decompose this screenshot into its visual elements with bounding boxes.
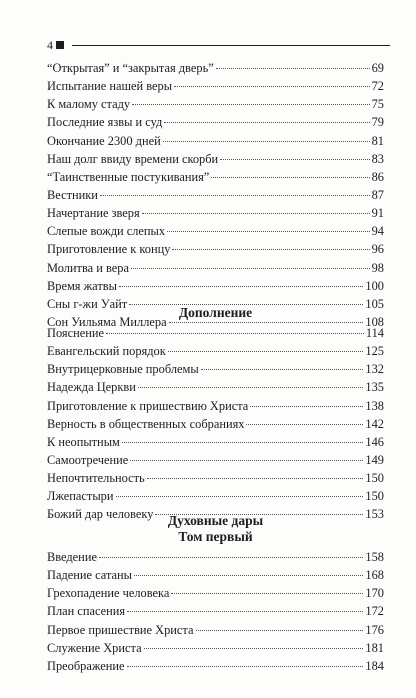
toc-entry-title: Слепые вожди слепых [47,224,166,239]
square-marker-icon [56,41,64,49]
dot-leader [132,104,370,105]
dot-leader [122,442,364,443]
dot-leader [216,68,370,69]
toc-entry [47,95,384,113]
toc-entry-title: Падение сатаны [47,568,132,583]
toc-entry [47,222,384,240]
toc-entry-page: 150 [365,471,384,486]
toc-entry-page: 75 [371,97,384,112]
dot-leader [168,351,364,352]
dot-leader [196,630,364,631]
toc-entry-title: Пояснение [47,326,104,340]
toc-entry-title: Первое пришествие Христа [47,622,194,637]
dot-leader [138,387,364,388]
toc-entry-page: 150 [365,489,384,504]
toc-entry-page: 87 [371,187,384,202]
dot-leader [250,406,363,407]
dot-leader [119,286,363,287]
toc-part-3 [47,548,384,675]
toc-entry-title: Время жатвы [47,278,117,293]
dot-leader [131,268,370,269]
toc-entry-title: “Открытая” и “закрытая дверь” [47,61,214,75]
dot-leader [174,86,370,87]
dot-leader [172,249,369,250]
toc-entry-page: 168 [365,568,384,583]
toc-entry-page: 91 [371,206,384,221]
page-number: 4 [47,37,53,52]
section-heading-spiritual-gifts: Духовные дары [167,513,264,528]
toc-entry [47,621,384,639]
toc-entry [47,639,384,657]
toc-entry-title: Непочтительность [47,471,145,486]
toc-entry [47,259,384,277]
toc-entry [47,240,384,258]
dot-leader [134,575,363,576]
toc-entry-title: Служение Христа [47,640,142,655]
toc-entry-page: 135 [365,380,384,395]
dot-leader [142,213,370,214]
toc-entry [47,451,384,469]
toc-entry-title: Божий дар человеку [47,507,154,522]
toc-entry-page: 181 [365,640,384,655]
toc-entry-title: Окончание 2300 дней [47,133,161,148]
toc-entry [47,487,384,505]
toc-entry [47,113,384,131]
toc-entry-page: 153 [365,507,384,522]
toc-entry-page: 98 [371,260,384,275]
toc-entry [47,584,384,602]
header-rule [72,45,390,46]
toc-entry-title: Сон Уильяма Миллера [47,314,167,329]
dot-leader [147,478,364,479]
toc-entry-page: 100 [365,278,384,293]
dot-leader [246,424,363,425]
toc-entry-title: Евангельский порядок [47,344,166,359]
toc-entry-title: К неопытным [47,434,120,449]
toc-entry-page: 79 [371,115,384,130]
toc-entry-page: 184 [365,658,384,673]
dot-leader [201,369,364,370]
toc-entry [47,59,384,77]
toc-entry [47,132,384,150]
toc-entry [47,186,384,204]
toc-entry-title: Лжепастыри [47,489,114,504]
dot-leader [116,496,364,497]
toc-entry [47,168,384,186]
toc-entry [47,415,384,433]
toc-entry-page: 114 [365,326,384,340]
toc-entry-title: План спасения [47,604,126,619]
toc-entry-page: 81 [371,133,384,148]
toc-entry-title: Приготовление к концу [47,242,171,257]
toc-entry-page: 108 [365,314,384,329]
toc-entry [47,469,384,487]
toc-entry-title: Молитва и вера [47,260,129,275]
page-header [47,37,390,53]
toc-entry [47,77,384,95]
toc-entry-title: Наш долг ввиду времени скорби [47,151,219,166]
toc-entry [47,657,384,675]
toc-entry [47,566,384,584]
toc-entry [47,342,384,360]
dot-leader [220,159,369,160]
toc-entry-page: 94 [371,224,384,239]
toc-entry-title: Приготовление к пришествию Христа [47,398,249,413]
toc-entry [47,277,384,295]
dot-leader [100,195,370,196]
toc-entry-title: Вестники [47,187,98,202]
toc-entry-title: “Таинственные постукивания” [47,169,210,184]
toc-entry-title: Последние язвы и суд [47,115,163,130]
toc-entry-title: Самоотречение [47,452,129,467]
dot-leader [127,611,363,612]
toc-part-1 [47,59,384,331]
dot-leader [106,333,364,334]
toc-entry [47,378,384,396]
dot-leader [169,322,364,323]
toc-entry-page: 142 [365,416,384,431]
dot-leader [127,666,364,667]
toc-entry [47,602,384,620]
toc-entry-page: 146 [365,434,384,449]
dot-leader [211,177,369,178]
toc-entry-title: Испытание нашей веры [47,79,173,94]
toc-entry-title: К малому стаду [47,97,131,112]
toc-entry-page: 96 [371,242,384,257]
toc-entry-title: Введение [47,550,97,564]
toc-entry [47,324,384,342]
toc-entry-title: Начертание зверя [47,206,140,221]
toc-entry [47,433,384,451]
toc-entry-title: Сны г-жи Уайт [47,296,128,311]
toc-entry-title: Преображение [47,658,125,673]
toc-entry-page: 132 [365,362,384,377]
toc-entry-title: Верность в общественных собраниях [47,416,245,431]
toc-part-2 [47,324,384,524]
toc-entry-page: 86 [371,169,384,184]
toc-entry-title: Грехопадение человека [47,586,170,601]
toc-entry-page: 69 [371,61,384,75]
toc-entry-page: 138 [365,398,384,413]
toc-entry-page: 125 [365,344,384,359]
toc-entry [47,360,384,378]
toc-entry-page: 105 [365,296,384,311]
toc-entry-page: 176 [365,622,384,637]
toc-entry [47,548,384,566]
dot-leader [171,593,363,594]
toc-entry-page: 170 [365,586,384,601]
toc-entry-page: 72 [371,79,384,94]
dot-leader [144,648,364,649]
toc-entry-page: 172 [365,604,384,619]
toc-entry-title: Внутрицерковные проблемы [47,362,199,377]
section-heading-supplement: Дополнение [178,305,253,320]
dot-leader [167,231,370,232]
dot-leader [164,122,369,123]
dot-leader [130,460,363,461]
dot-leader [163,141,370,142]
toc-entry-title: Надежда Церкви [47,380,136,395]
toc-entry [47,150,384,168]
section-subheading-volume-one: Том первый [178,529,253,544]
toc-entry-page: 149 [365,452,384,467]
toc-entry [47,204,384,222]
toc-entry-page: 83 [371,151,384,166]
toc-entry [47,397,384,415]
dot-leader [99,557,363,558]
toc-entry-page: 158 [365,550,384,564]
